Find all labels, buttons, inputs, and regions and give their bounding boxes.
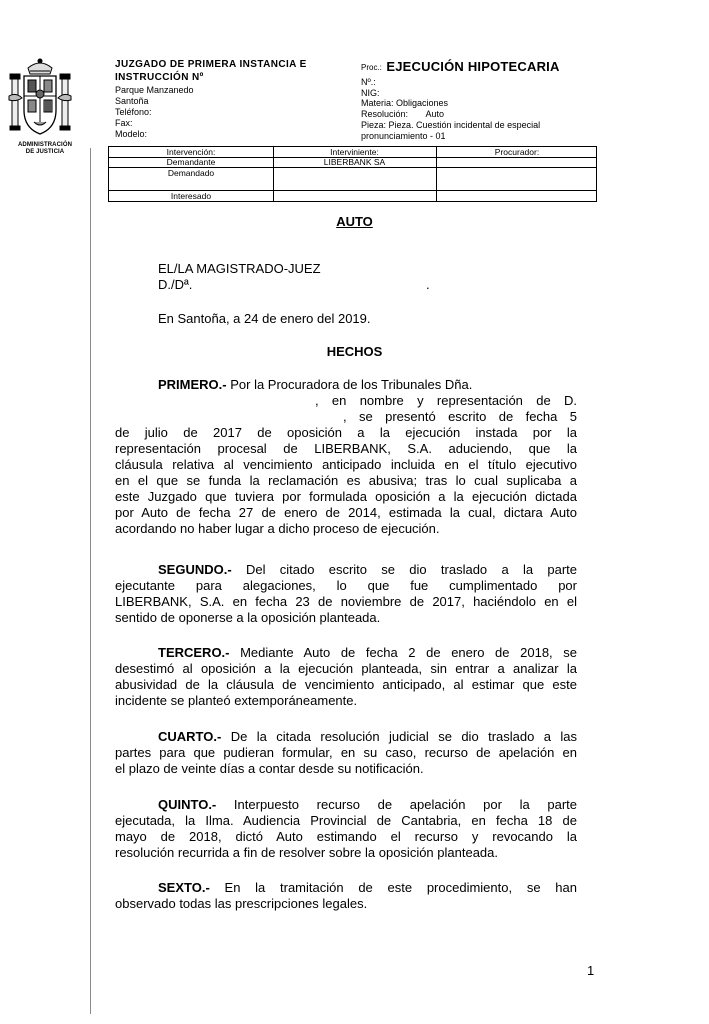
parties-table — [108, 146, 597, 202]
header-intervencion: Intervención: — [166, 147, 216, 157]
paragraph-heading: QUINTO.- — [158, 797, 217, 812]
case-info — [361, 77, 561, 141]
procedure-line — [361, 58, 560, 76]
paragraph-quinto: QUINTO.- Interpuesto recurso de apelación por la parte ejecutada, la Ilma. Audiencia Provincial de Cantabria, en fecha 18 de mayo de 2018, dictó Auto estimando el recurso y revocando la resolución recurrida a fin de resolver sobre la oposición planteada. — [115, 797, 577, 860]
judge-block — [158, 261, 321, 293]
procedure-type: EJECUCIÓN HIPOTECARIA — [386, 59, 560, 74]
party-name: LIBERBANK SA — [323, 157, 386, 167]
paragraph-heading: SEGUNDO.- — [158, 562, 232, 577]
paragraph-segundo: SEGUNDO.- Del citado escrito se dio traslado a la parte ejecutante para alegaciones, lo que fue cumplimentado por LIBERBANK, S.A. en fecha 23 de noviembre de 2017, haciéndolo en el sentido de oponerse a la oposición planteada. — [115, 562, 577, 625]
paragraph-cuarto: CUARTO.- De la citada resolución judicial se dio traslado a las partes para que pudieran formular, en su caso, recurso de apelación en el plazo de veinte días a contar desde su notificación. — [115, 729, 577, 776]
court-city: Santoña — [115, 96, 149, 106]
header-interviniente: Interviniente: — [330, 147, 379, 157]
header-procurador: Procurador: — [494, 147, 540, 157]
paragraph-primero: PRIMERO.- Por la Procuradora de los Tribunales Dña. , en nombre y representación de D. , se presentó escrito de fecha 5 de julio de 2017 de oposición a la ejecución instada por la representación procesal de LIBERBANK, S.A. aduciendo, que la cláusula relativa al vencimiento anticipado incluida en el título ejecutivo en el que se funda la reclamación es abusiva; tras lo cual suplicaba a este Juzgado que tuviera por formulada oposición a la ejecución dictada por Auto de fecha 27 de enero de 2014, estimada la cual, dictara Auto acordando no haber lugar a dicho proceso de ejecución. — [115, 377, 577, 536]
page-number: 1 — [587, 963, 595, 978]
paragraph-heading: SEXTO.- — [158, 880, 210, 895]
judge-name: D./Dª. — [158, 277, 193, 292]
materia: Materia: Obligaciones — [361, 98, 449, 109]
document-title: AUTO — [336, 214, 373, 229]
pieza: Pieza: Pieza. Cuestión incidental de especial pronunciamiento - 01 — [361, 119, 541, 141]
paragraph-heading: TERCERO.- — [158, 645, 230, 660]
party-role: Demandante — [166, 157, 216, 167]
court-address: Parque Manzanedo — [115, 85, 194, 95]
procedure-label: Proc.: — [361, 63, 382, 72]
paragraph-heading: PRIMERO.- — [158, 377, 227, 392]
paragraph-tercero: TERCERO.- Mediante Auto de fecha 2 de enero de 2018, se desestimó al oposición a la ejecución planteada, sin entrar a analizar la abusividad de la cláusula de vencimiento anticipado, al estimar que este incidente se planteó extemporáneamente. — [115, 645, 577, 708]
judge-title: EL/LA MAGISTRADO-JUEZ — [158, 261, 321, 276]
court-info — [115, 85, 194, 140]
section-title: HECHOS — [326, 344, 383, 359]
nig-label: NIG: — [361, 87, 380, 98]
phone-label: Teléfono: — [115, 107, 152, 117]
model-label: Modelo: — [115, 129, 148, 139]
party-role: Demandado — [167, 168, 215, 178]
spain-coat-of-arms-icon — [8, 56, 72, 140]
case-number-label: Nº.: — [361, 77, 376, 87]
fax-label: Fax: — [115, 118, 133, 128]
court-name: JUZGADO DE PRIMERA INSTANCIA E INSTRUCCIÓN Nº — [115, 59, 307, 83]
administration-label: ADMINISTRACIÓN DE JUSTICIA — [17, 142, 73, 155]
paragraph-sexto: SEXTO.- En la tramitación de este procedimiento, se han observado todas las prescripciones legales. — [115, 880, 577, 911]
resolution: Resolución: Auto — [361, 109, 445, 120]
place-date: En Santoña, a 24 de enero del 2019. — [158, 311, 371, 326]
margin-line — [90, 148, 91, 1014]
paragraph-heading: CUARTO.- — [158, 729, 222, 744]
party-role: Interesado — [170, 191, 212, 201]
judge-name-end: . — [426, 277, 430, 292]
